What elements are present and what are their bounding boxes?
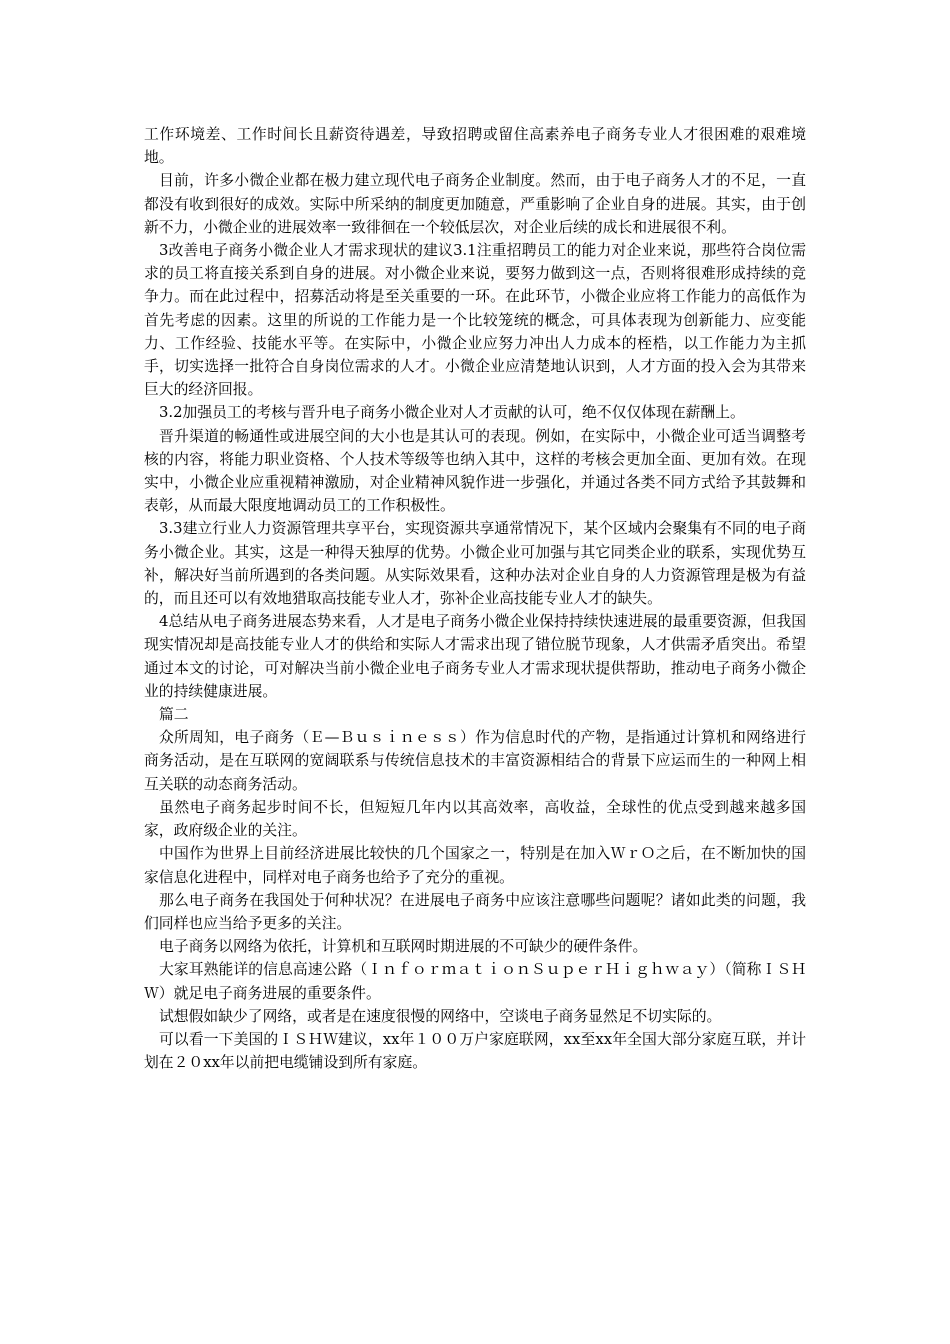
paragraph: 虽然电子商务起步时间不长，但短短几年内以其高效率，高收益，全球性的优点受到越来越多国家，政府级企业的关注。 [144,798,806,840]
paragraph: 大家耳熟能详的信息高速公路（ＩｎｆｏｒｍａｔｉｏｎＳｕｐｅｒＨｉｇｈｗａｙ）（简称ＩＳＨＷ）就足电子商务进展的重要条件。 [144,961,806,1002]
paragraph: 那么电子商务在我国处于何种状况？在进展电子商务中应该注意哪些问题呢？诸如此类的问题，我们同样也应当给予更多的关注。 [144,891,806,932]
document-page [144,123,806,1074]
paragraph: 众所周知，电子商务（Ｅ—Ｂｕｓｉｎｅｓｓ）作为信息时代的产物，是指通过计算机和网络进行商务活动，是在互联网的宽阔联系与传统信息技术的丰富资源相结合的背景下应运而生的一种网上相互关联的动态商务活动。 [144,729,806,793]
paragraph-section-4: 4总结从电子商务进展态势来看，人才是电子商务小微企业保持持续快速进展的最重要资源，但我国现实情况却是高技能专业人才的供给和实际人才需求出现了错位脱节现象，人才供需矛盾突出。希望通过本文的讨论，可对解决当前小微企业电子商务专业人才需求现状提供帮助，推动电子商务小微企业的持续健康进展。 [144,613,806,700]
paragraph: 电子商务以网络为依托，计算机和互联网时期进展的不可缺少的硬件条件。 [159,938,648,956]
paragraph: 中国作为世界上目前经济进展比较快的几个国家之一，特别是在加入ＷｒＯ之后，在不断加快的国家信息化进程中，同样对电子商务也给予了充分的重视。 [144,845,806,886]
paragraph-section-3-2: 3.2加强员工的考核与晋升电子商务小微企业对人才贡献的认可，绝不仅仅体现在薪酬上。 [159,404,745,422]
paragraph: 可以看一下美国的ＩＳＨＷ建议，xx年１００万户家庭联网，xx至xx年全国大部分家庭互联，并计划在２０xx年以前把电缆铺设到所有家庭。 [144,1030,806,1072]
paragraph: 试想假如缺少了网络，或者是在速度很慢的网络中，空谈电子商务显然足不切实际的。 [159,1007,722,1025]
paragraph-section-3-3: 3.3建立行业人力资源管理共享平台，实现资源共享通常情况下，某个区域内会聚集有不同的电子商务小微企业。其实，这是一种得天独厚的优势。小微企业可加强与其它同类企业的联系，实现优势互补，解决好当前所遇到的各类问题。从实际效果看，这种办法对企业自身的人力资源管理是极为有益的，而且还可以有效地猎取高技能专业人才，弥补企业高技能专业人才的缺失。 [144,520,806,608]
paragraph-continuation: 工作环境差、工作时间长且薪资待遇差，导致招聘或留住高素养电子商务专业人才很困难的艰难境地。 [144,126,806,167]
paragraph: 目前，许多小微企业都在极力建立现代电子商务企业制度。然而，由于电子商务人才的不足，一直都没有收到很好的成效。实际中所采纳的制度更加随意，严重影响了企业自身的进展。其实，由于创新不力，小微企业的进展效率一致徘徊在一个较低层次，对企业后续的成长和进展很不利。 [144,172,806,236]
paragraph-section-3: 3改善电子商务小微企业人才需求现状的建议3.1注重招聘员工的能力对企业来说，那些符合岗位需求的员工将直接关系到自身的进展。对小微企业来说，要努力做到这一点，否则将很难形成持续的竞争力。而在此过程中，招募活动将是至关重要的一环。在此环节，小微企业应将工作能力的高低作为首先考虑的因素。这里的所说的工作能力是一个比较笼统的概念，可具体表现为创新能力、应变能力、工作经验、技能水平等。在实际中，小微企业应努力冲出人力成本的桎梏，以工作能力为主抓手，切实选择一批符合自身岗位需求的人才。小微企业应清楚地认识到，人才方面的投入会为其带来巨大的经济回报。 [144,242,806,399]
section-heading: 篇二 [159,706,189,724]
paragraph: 晋升渠道的畅通性或进展空间的大小也是其认可的表现。例如，在实际中，小微企业可适当调整考核的内容，将能力职业资格、个人技术等级等也纳入其中，这样的考核会更加全面、更加有效。在现实中，小微企业应重视精神激励，对企业精神风貌作进一步强化，并通过各类不同方式给予其鼓舞和表彰，从而最大限度地调动员工的工作积极性。 [144,427,806,515]
